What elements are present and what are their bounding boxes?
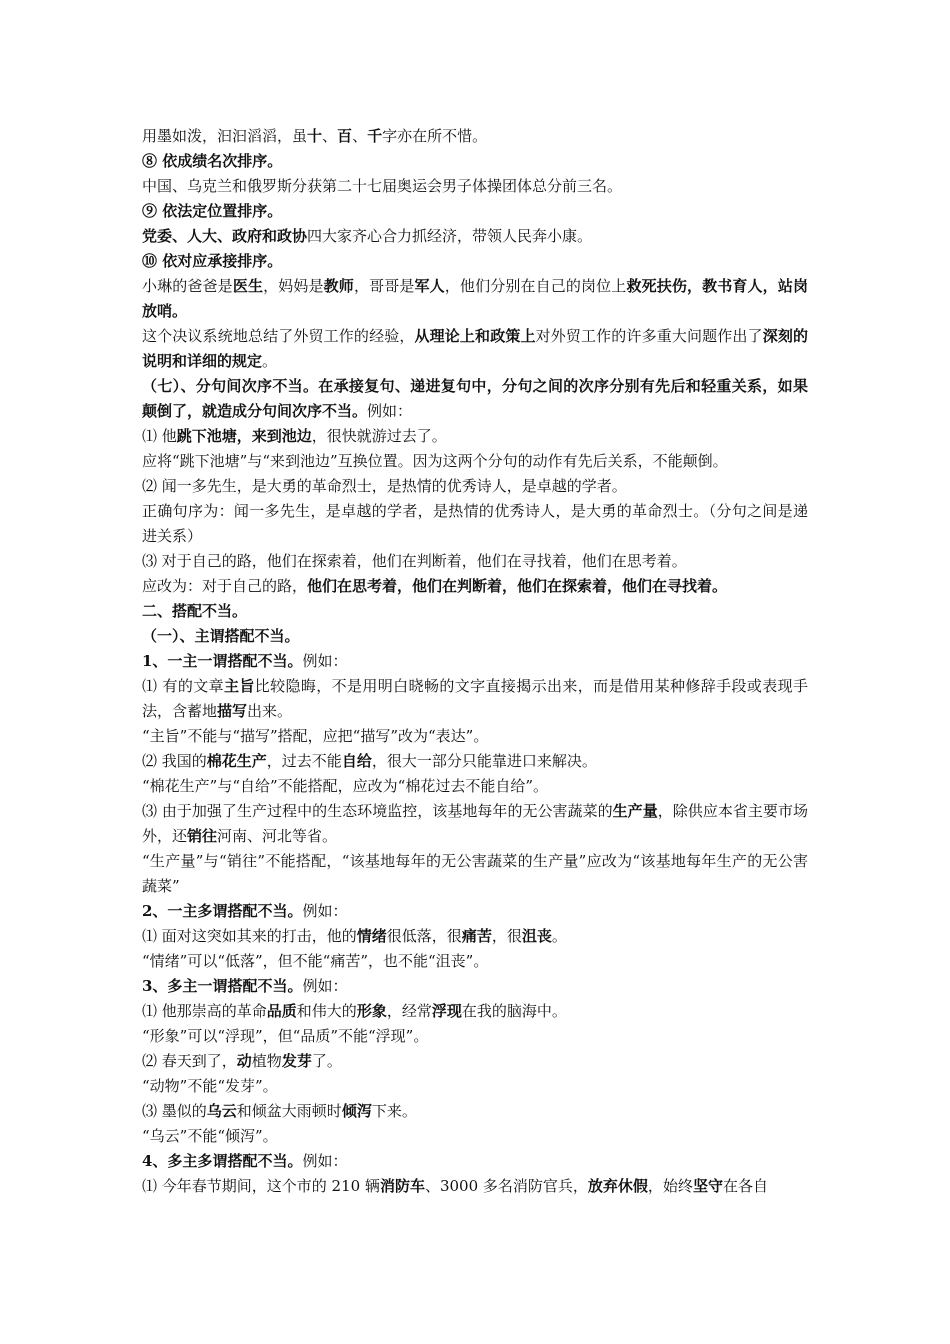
bold-text: 自给 xyxy=(341,752,372,770)
bold-text: 痛苦 xyxy=(461,927,492,945)
text-segment: 在我的脑海中。 xyxy=(461,1002,567,1020)
text-segment: ，哥哥是 xyxy=(353,277,415,295)
bold-text: 救死扶伤，教书育人，站岗放哨。 xyxy=(142,277,808,320)
text-segment: ⑶ 对于自己的路，他们在探索着，他们在判断着，他们在寻找着，他们在思考着。 xyxy=(142,552,687,570)
bold-text: 棉花生产 xyxy=(206,752,267,770)
text-line xyxy=(142,574,808,599)
bold-text: 3、多主一谓搭配不当。 xyxy=(142,977,303,995)
text-line xyxy=(142,249,808,274)
text-segment: ⑶ 墨似的 xyxy=(142,1102,207,1120)
text-line xyxy=(142,449,808,474)
text-segment: 比较隐晦，不是用明白晓畅的文字直接揭示出来，而是借用某种修辞手段或表现手法，含蓄地 xyxy=(142,677,808,720)
bold-text: ⑨ 依法定位置排序。 xyxy=(142,202,283,220)
text-segment: ⑴ 有的文章 xyxy=(142,677,225,695)
text-segment: 正确句序为：闻一多先生，是卓越的学者，是热情的优秀诗人，是大勇的革命烈士。（分句之间是递进关系） xyxy=(142,502,808,545)
text-line xyxy=(142,499,808,549)
text-segment: ，很快就游过去了。 xyxy=(311,427,447,445)
text-segment: ⑵ 闻一多先生，是大勇的革命烈士，是热情的优秀诗人，是卓越的学者。 xyxy=(142,477,627,495)
text-line xyxy=(142,549,808,574)
bold-text: 十 xyxy=(307,127,323,145)
text-line xyxy=(142,899,808,924)
text-segment: 例如： xyxy=(302,652,348,670)
text-segment: ⑴ 面对这突如其来的打击，他的 xyxy=(142,927,357,945)
text-segment: 这个决议系统地总结了外贸工作的经验， xyxy=(142,327,415,345)
text-line xyxy=(142,374,808,424)
text-segment: 例如： xyxy=(302,1152,348,1170)
text-segment: ，始终 xyxy=(647,1177,693,1195)
bold-text: 千 xyxy=(367,127,383,145)
text-segment: 四大家齐心合力抓经济，带领人民奔小康。 xyxy=(307,227,593,245)
text-line xyxy=(142,1099,808,1124)
bold-text: 二、搭配不当。 xyxy=(142,602,248,620)
bold-text: 主旨 xyxy=(224,677,255,695)
text-line xyxy=(142,199,808,224)
bold-text: 他们在思考着，他们在判断着，他们在探索着，他们在寻找着。 xyxy=(307,577,728,595)
bold-text: 发芽 xyxy=(281,1052,312,1070)
text-line xyxy=(142,949,808,974)
bold-text: 情绪 xyxy=(356,927,387,945)
bold-text: 动 xyxy=(236,1052,252,1070)
text-segment: ，很大一部分只能靠进口来解决。 xyxy=(371,752,597,770)
text-segment: 河南、河北等省。 xyxy=(217,827,338,845)
text-line xyxy=(142,799,808,849)
text-segment: 。 xyxy=(262,352,278,370)
text-segment: “棉花生产”与“自给”不能搭配，应改为“棉花过去不能自给”。 xyxy=(142,777,549,795)
text-segment: 、 xyxy=(322,127,338,145)
bold-text: 医生 xyxy=(232,277,264,295)
bold-text: 2、一主多谓搭配不当。 xyxy=(142,902,303,920)
text-line xyxy=(142,599,808,624)
text-segment: ⑴ 他那崇高的革命 xyxy=(142,1002,267,1020)
text-segment: ⑵ 春天到了， xyxy=(142,1052,237,1070)
text-segment: ，除供应本省主要市场外，还 xyxy=(142,802,808,845)
bold-text: 深刻的说明和详细的规定 xyxy=(142,327,808,370)
text-segment: ，妈妈是 xyxy=(263,277,324,295)
text-segment: 很低落，很 xyxy=(386,927,462,945)
text-line xyxy=(142,224,808,249)
bold-text: 品质 xyxy=(266,1002,297,1020)
text-segment: 、3000 多名消防官兵， xyxy=(424,1177,588,1195)
text-segment: 。 xyxy=(551,927,567,945)
bold-text: （一）、主谓搭配不当。 xyxy=(142,627,300,645)
text-line xyxy=(142,149,808,174)
document-page xyxy=(142,124,808,1199)
bold-text: 1、一主一谓搭配不当。 xyxy=(142,652,303,670)
text-segment: 、 xyxy=(352,127,368,145)
text-segment: 对外贸工作的许多重大问题作出了 xyxy=(535,327,763,345)
text-segment: 例如： xyxy=(302,902,348,920)
text-segment: 和伟大的 xyxy=(296,1002,357,1020)
text-segment: 和倾盆大雨顿时 xyxy=(236,1102,342,1120)
text-line xyxy=(142,649,808,674)
text-line xyxy=(142,1174,808,1199)
text-segment: 在各自 xyxy=(722,1177,768,1195)
text-line xyxy=(142,474,808,499)
bold-text: 4、多主多谓搭配不当。 xyxy=(142,1152,303,1170)
bold-text: 销往 xyxy=(187,827,218,845)
bold-text: 描写 xyxy=(217,702,248,720)
text-segment: 应改为：对于自己的路， xyxy=(142,577,308,595)
text-segment: 下来。 xyxy=(371,1102,417,1120)
text-line xyxy=(142,124,808,149)
text-line xyxy=(142,849,808,899)
text-line xyxy=(142,424,808,449)
text-line xyxy=(142,749,808,774)
bold-text: 沮丧 xyxy=(521,927,552,945)
bold-text: 党委、人大、政府和政协 xyxy=(142,227,308,245)
bold-text: 倾泻 xyxy=(341,1102,372,1120)
text-segment: ，他们分别在自己的岗位上 xyxy=(444,277,627,295)
text-segment: 例如： xyxy=(367,402,413,420)
text-line xyxy=(142,924,808,949)
text-segment: “形象”可以“浮现”，但“品质”不能“浮现”。 xyxy=(142,1027,429,1045)
text-segment: 出来。 xyxy=(247,702,293,720)
text-line xyxy=(142,1149,808,1174)
text-line xyxy=(142,724,808,749)
text-segment: 用墨如泼，汩汩滔滔，虽 xyxy=(142,127,308,145)
bold-text: 乌云 xyxy=(206,1102,237,1120)
text-line xyxy=(142,274,808,324)
text-segment: “乌云”不能“倾泻”。 xyxy=(142,1127,278,1145)
text-line xyxy=(142,1049,808,1074)
bold-text: 坚守 xyxy=(692,1177,723,1195)
text-segment: ，很 xyxy=(491,927,522,945)
bold-text: ⑩ 依对应承接排序。 xyxy=(142,252,283,270)
bold-text: 放弃休假 xyxy=(587,1177,648,1195)
bold-text: 形象 xyxy=(356,1002,387,1020)
text-segment: “动物”不能“发芽”。 xyxy=(142,1077,278,1095)
text-segment: 了。 xyxy=(311,1052,342,1070)
bold-text: 军人 xyxy=(414,277,445,295)
text-segment: ⑴ 今年春节期间，这个市的 210 辆 xyxy=(142,1177,380,1195)
bold-text: （七）、分句间次序不当。在承接复句、递进复句中，分句之间的次序分别有先后和轻重关系，如果颠倒了，就造成分句间次序不当。 xyxy=(142,377,808,420)
bold-text: 教师 xyxy=(323,277,354,295)
text-segment: ⑴ 他 xyxy=(142,427,177,445)
bold-text: 浮现 xyxy=(431,1002,462,1020)
text-line xyxy=(142,1024,808,1049)
text-segment: “生产量”与“销往”不能搭配，“该基地每年的无公害蔬菜的生产量”应改为“该基地每年生产的无公害蔬菜” xyxy=(142,852,808,895)
text-segment: 植物 xyxy=(251,1052,282,1070)
text-segment: 中国、乌克兰和俄罗斯分获第二十七届奥运会男子体操团体总分前三名。 xyxy=(142,177,623,195)
text-segment: ⑵ 我国的 xyxy=(142,752,207,770)
text-segment: ，过去不能 xyxy=(266,752,342,770)
bold-text: 生产量 xyxy=(612,802,658,820)
text-line xyxy=(142,324,808,374)
text-segment: “主旨”不能与“描写”搭配，应把“描写”改为“表达”。 xyxy=(142,727,489,745)
bold-text: 跳下池塘，来到池边 xyxy=(176,427,312,445)
text-line xyxy=(142,999,808,1024)
text-segment: 例如： xyxy=(302,977,348,995)
text-line xyxy=(142,1124,808,1149)
text-line xyxy=(142,774,808,799)
bold-text: ⑧ 依成绩名次排序。 xyxy=(142,152,283,170)
text-segment: 小琳的爸爸是 xyxy=(142,277,233,295)
text-segment: ⑶ 由于加强了生产过程中的生态环境监控，该基地每年的无公害蔬菜的 xyxy=(142,802,613,820)
text-line xyxy=(142,674,808,724)
text-line xyxy=(142,1074,808,1099)
text-segment: 应将“跳下池塘”与“来到池边”互换位置。因为这两个分句的动作有先后关系，不能颠倒。 xyxy=(142,452,728,470)
text-line xyxy=(142,974,808,999)
text-segment: ，经常 xyxy=(386,1002,432,1020)
bold-text: 从理论上和政策上 xyxy=(414,327,536,345)
bold-text: 消防车 xyxy=(379,1177,425,1195)
bold-text: 百 xyxy=(337,127,353,145)
text-line xyxy=(142,174,808,199)
text-segment: 字亦在所不惜。 xyxy=(382,127,488,145)
text-segment: “情绪”可以“低落”，但不能“痛苦”，也不能“沮丧”。 xyxy=(142,952,489,970)
text-line xyxy=(142,624,808,649)
